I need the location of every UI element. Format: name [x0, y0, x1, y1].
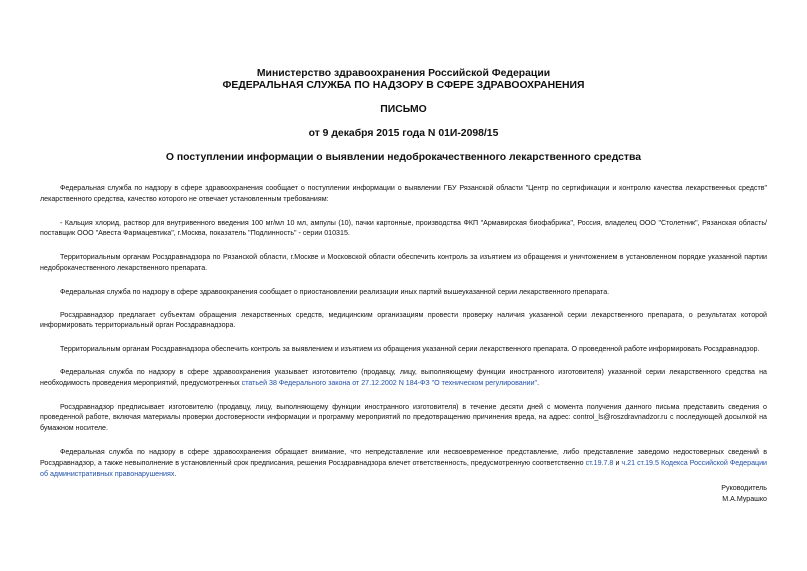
document-date-number: от 9 декабря 2015 года N 01И-2098/15: [308, 128, 499, 139]
document-header: [0, 68, 807, 140]
paragraph: Росздравнадзор предписывает изготовителю (продавцу, лицу, выполняющему функции иностранного изготовителя) в течение десяти дней с момента получения данного письма представить сведения о проведенной работе, включая материалы проверки достоверности информации и программу мероприятий по предотвращению причинения вреда, на адрес: control_ls@roszdravnadzor.ru с последующей досылкой на бумажном носителе.: [40, 402, 767, 433]
paragraph: [40, 447, 767, 479]
signatory-position: Руководитель: [721, 484, 767, 492]
paragraph: Территориальным органам Росздравнадзора по Рязанской области, г.Москве и Московской области обеспечить контроль за изъятием из обращения и уничтожением в установленном порядке указанной партии недоброкачественного лекарственного препарата.: [40, 253, 767, 272]
ministry-name: Министерство здравоохранения Российской Федерации: [256, 68, 551, 79]
paragraph-text: Федеральная служба по надзору в сфере здравоохранения обращает внимание, что непредставление или несвоевременное представление, либо представление заведомо недостоверных сведений в Росздравнадзор, а также невыполнение в установленный срок предписания, решения Росздравнадзора влечет ответственность, предусмотренную соответственно: [40, 447, 767, 467]
signature-block: [721, 483, 767, 504]
document-type: ПИСЬМО: [380, 104, 427, 115]
law-link-article-19-7-8[interactable]: ст.19.7.8: [585, 458, 614, 467]
document-body: [40, 183, 767, 492]
paragraph-text: .: [174, 469, 177, 478]
law-link-code-administrative[interactable]: ч.21 ст.19.5 Кодекса Российской Федерации об административных правонарушениях: [40, 458, 768, 478]
document-title: О поступлении информации о выявлении недоброкачественного лекарственного средства: [165, 152, 642, 163]
paragraph: - Кальция хлорид, раствор для внутривенного введения 100 мг/мл 10 мл, ампулы (10), пачки картонные, производства ФКП "Армавирская биофабрика", Россия, владелец ООО "Столетник", Рязанская область/поставщик ООО "Авеста Фармацевтика", г.Москва, показатель "Подлинность" - серии 010315.: [40, 218, 767, 238]
paragraph-text: Федеральная служба по надзору в сфере здравоохранения указывает изготовителю (продавцу, лицу, выполняющему функции иностранного изготовителя) указанной серии лекарственного средства на необходимость проведения мероприятий, предусмотренных: [40, 367, 767, 387]
paragraph: Территориальным органам Росздравнадзора обеспечить контроль за выявлением и изъятием из обращения указанной серии лекарственного препарата. О проведенной работе информировать Росздравнадзор.: [60, 345, 760, 354]
paragraph: Федеральная служба по надзору в сфере здравоохранения сообщает о приостановлении реализации иных партий вышеуказанной серии лекарственного препарата.: [60, 287, 610, 296]
paragraph: Федеральная служба по надзору в сфере здравоохранения сообщает о поступлении информации о выявлении ГБУ Рязанской области "Центр по сертификации и контролю качества лекарственных средств" лекарственного средства, качество которого не отвечает установленным требованиям:: [40, 184, 767, 203]
paragraph-text: и: [613, 458, 622, 467]
signatory-name: М.А.Мурашко: [722, 494, 767, 503]
paragraph-text: .: [537, 378, 540, 387]
paragraph: [40, 367, 767, 389]
service-name: ФЕДЕРАЛЬНАЯ СЛУЖБА ПО НАДЗОРУ В СФЕРЕ ЗДРАВООХРАНЕНИЯ: [222, 80, 585, 91]
paragraph: Росздравнадзор предлагает субъектам обращения лекарственных средств, медицинским организациям провести проверку наличия указанной серии лекарственного препарата, о результатах которой информировать территориальный орган Росздравнадзора.: [40, 310, 767, 330]
law-link-article-38[interactable]: статьей 38 Федерального закона от 27.12.2002 N 184-ФЗ "О техническом регулировании": [241, 378, 538, 387]
